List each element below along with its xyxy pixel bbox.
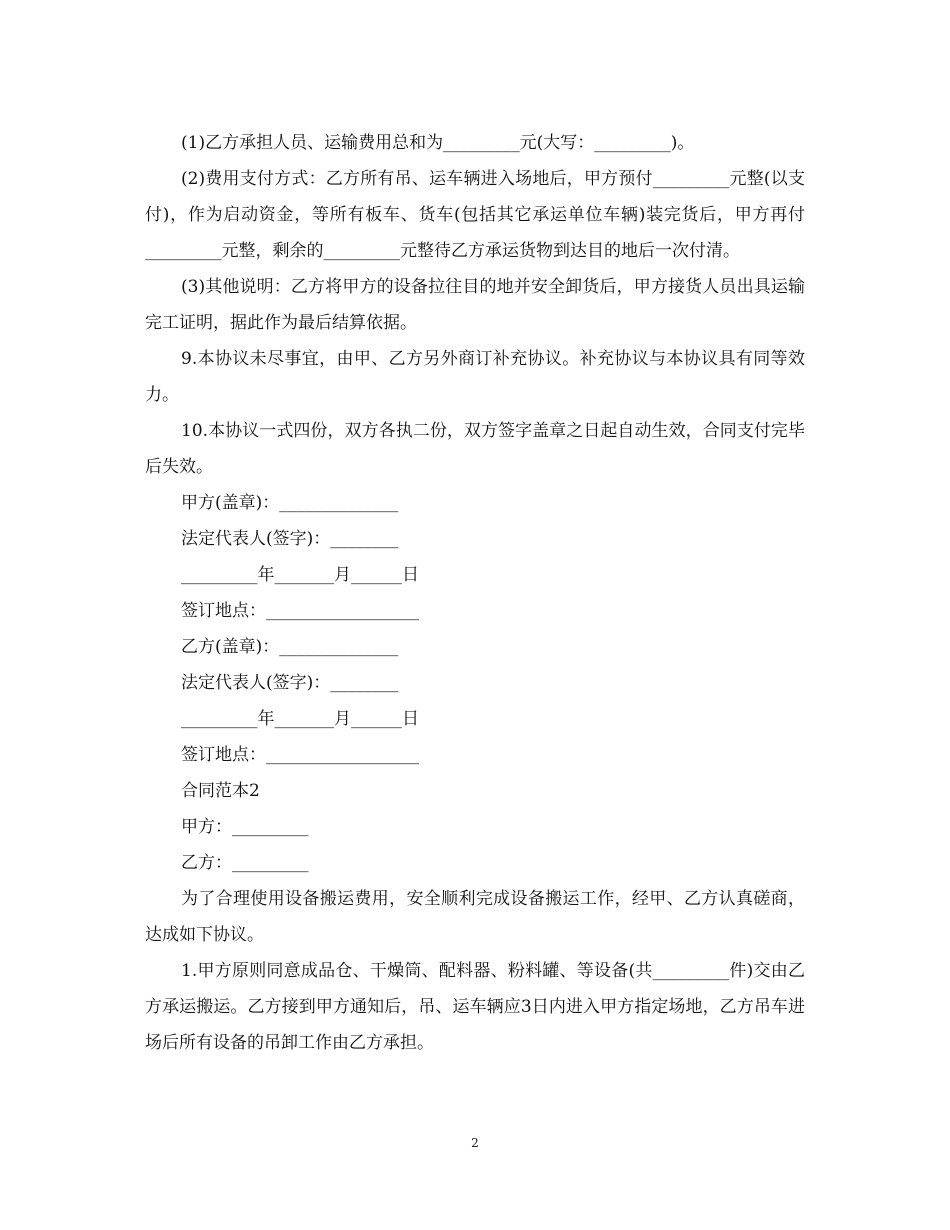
paragraph-other-notes: (3)其他说明：乙方将甲方的设备拉往目的地并安全卸货后，甲方接货人员出具运输完工证明，据此作为最后结算依据。 [145, 277, 805, 333]
paragraph-payment-method: (2)费用支付方式：乙方所有吊、运车辆进入场地后，甲方预付_________元整(以支付)，作为启动资金，等所有板车、货车(包括其它承运单位车辆)装完货后，甲方再付_________元整，剩余的_________元整待乙方承运货物到达目的地后一次付清。 [145, 169, 805, 261]
paragraph-cost-total: (1)乙方承担人员、运输费用总和为_________元(大写：_________)。 [181, 133, 695, 153]
paragraph-clause-9: 9.本协议未尽事宜，由甲、乙方另外商订补充协议。补充协议与本协议具有同等效力。 [145, 349, 805, 405]
party-a-signing-place-line: 签订地点：__________________ [181, 601, 419, 621]
paragraph-agreement-intro: 为了合理使用设备搬运费用，安全顺利完成设备搬运工作，经甲、乙方认真磋商，达成如下协议。 [145, 889, 805, 945]
paragraph-clause-10: 10.本协议一式四份，双方各执二份，双方签字盖章之日起自动生效，合同支付完毕后失效。 [145, 421, 805, 477]
paragraph-clause-1: 1.甲方原则同意成品仓、干燥筒、配料器、粉料罐、等设备(共_________件)交由乙方承运搬运。乙方接到甲方通知后，吊、运车辆应3日内进入甲方指定场地，乙方吊车进场后所有设备的吊卸工作由乙方承担。 [145, 961, 805, 1053]
sample-2-party-a-line: 甲方：_________ [181, 817, 309, 837]
document-body [145, 125, 805, 1061]
party-b-date-line: _________年_______月______日 [181, 709, 419, 729]
party-b-seal-line: 乙方(盖章)：______________ [181, 637, 399, 657]
sample-2-party-b-line: 乙方：_________ [181, 853, 309, 873]
contract-sample-2-heading: 合同范本2 [181, 781, 260, 801]
party-b-signing-place-line: 签订地点：__________________ [181, 745, 419, 765]
party-a-date-line: _________年_______月______日 [181, 565, 419, 585]
party-b-representative-line: 法定代表人(签字)：________ [181, 673, 399, 693]
party-a-seal-line: 甲方(盖章)：______________ [181, 493, 399, 513]
party-a-representative-line: 法定代表人(签字)：________ [181, 529, 399, 549]
page-number: 2 [471, 1136, 479, 1150]
